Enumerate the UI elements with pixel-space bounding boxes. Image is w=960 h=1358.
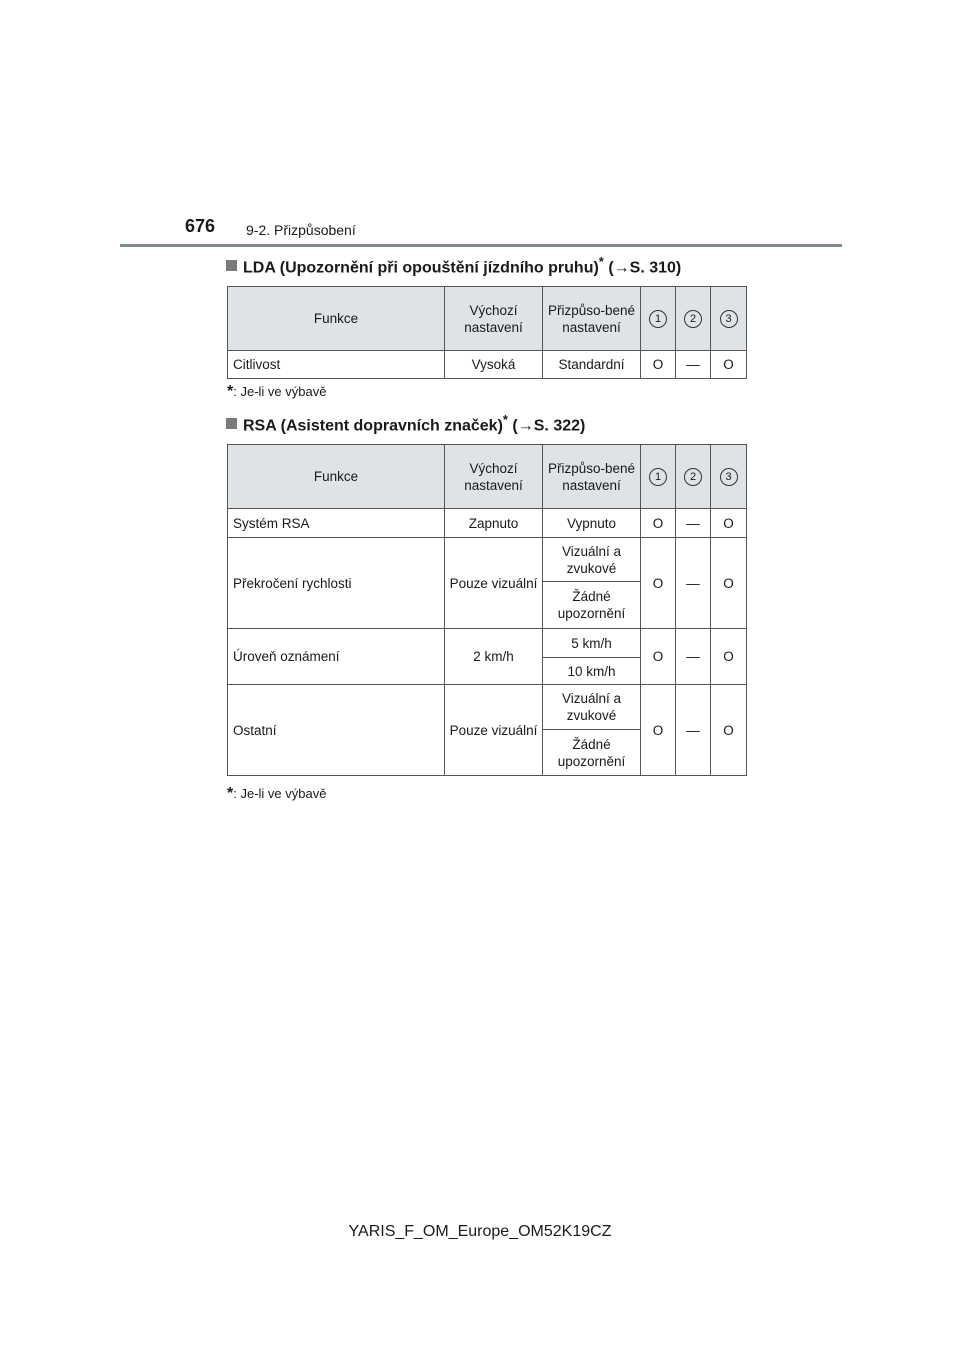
bullet-square-icon [226, 260, 237, 271]
header-rule [120, 244, 842, 247]
cell-vychozi: 2 km/h [445, 629, 543, 685]
cell-1: O [641, 509, 676, 538]
lda-footnote [227, 383, 326, 401]
cell-funkce: Úroveň oznámení [228, 629, 445, 685]
table-row [228, 509, 747, 538]
rsa-heading-star: * [502, 412, 508, 427]
cell-vychozi: Vysoká [445, 351, 543, 379]
bullet-square-icon [226, 418, 237, 429]
cell-3: O [711, 538, 747, 629]
cell-3: O [711, 509, 747, 538]
cell-prizpusobene: Žádné upozornění [543, 582, 641, 629]
rsa-page-ref[interactable]: (→S. 322) [512, 417, 586, 435]
cell-2: — [676, 629, 711, 685]
footnote-star: * [227, 785, 234, 802]
table-header-row [228, 287, 747, 351]
col-funkce: Funkce [228, 287, 445, 351]
lda-heading [226, 254, 681, 277]
cell-3: O [711, 685, 747, 776]
lda-table [227, 286, 747, 379]
cell-prizpusobene: 10 km/h [543, 658, 641, 685]
footnote-text: : Je-li ve výbavě [233, 786, 327, 801]
cell-vychozi: Zapnuto [445, 509, 543, 538]
table-row [228, 629, 747, 658]
cell-funkce: Citlivost [228, 351, 445, 379]
circled-2-icon: 2 [684, 310, 702, 328]
col-1 [641, 287, 676, 351]
circled-3-icon: 3 [720, 468, 738, 486]
col-3 [711, 287, 747, 351]
table-row [228, 538, 747, 582]
col-funkce: Funkce [228, 445, 445, 509]
col-1 [641, 445, 676, 509]
cell-1: O [641, 538, 676, 629]
col-prizpusobene: Přizpůso-bené nastavení [543, 287, 641, 351]
rsa-heading [226, 412, 585, 435]
cell-3: O [711, 629, 747, 685]
cell-3: O [711, 351, 747, 379]
col-prizpusobene: Přizpůso-bené nastavení [543, 445, 641, 509]
cell-prizpusobene: Standardní [543, 351, 641, 379]
cell-vychozi: Pouze vizuální [445, 538, 543, 629]
cell-funkce: Systém RSA [228, 509, 445, 538]
rsa-table [227, 444, 747, 776]
lda-heading-star: * [598, 254, 604, 269]
section-label: 9-2. Přizpůsobení [246, 222, 356, 238]
cell-1: O [641, 629, 676, 685]
circled-3-icon: 3 [720, 310, 738, 328]
cell-funkce: Ostatní [228, 685, 445, 776]
cell-prizpusobene: Vizuální a zvukové [543, 538, 641, 582]
rsa-heading-text: RSA (Asistent dopravních značek) [243, 417, 503, 435]
circled-2-icon: 2 [684, 468, 702, 486]
col-vychozi: Výchozí nastavení [445, 445, 543, 509]
cell-funkce: Překročení rychlosti [228, 538, 445, 629]
table-row [228, 685, 747, 730]
page-number: 676 [185, 216, 216, 236]
cell-vychozi: Pouze vizuální [445, 685, 543, 776]
footer-doc-id: YARIS_F_OM_Europe_OM52K19CZ [348, 1223, 612, 1240]
col-2 [676, 445, 711, 509]
cell-2: — [676, 685, 711, 776]
rsa-footnote [227, 785, 326, 803]
col-2 [676, 287, 711, 351]
lda-heading-text: LDA (Upozornění při opouštění jízdního pruhu) [243, 259, 599, 277]
table-header-row [228, 445, 747, 509]
col-vychozi: Výchozí nastavení [445, 287, 543, 351]
col-3 [711, 445, 747, 509]
table-row [228, 351, 747, 379]
circled-1-icon: 1 [649, 468, 667, 486]
cell-prizpusobene: 5 km/h [543, 629, 641, 658]
cell-2: — [676, 538, 711, 629]
cell-2: — [676, 351, 711, 379]
footnote-text: : Je-li ve výbavě [233, 384, 327, 399]
cell-prizpusobene: Vizuální a zvukové [543, 685, 641, 730]
cell-1: O [641, 351, 676, 379]
cell-prizpusobene: Žádné upozornění [543, 730, 641, 776]
lda-page-ref[interactable]: (→S. 310) [608, 259, 682, 277]
cell-1: O [641, 685, 676, 776]
circled-1-icon: 1 [649, 310, 667, 328]
cell-prizpusobene: Vypnuto [543, 509, 641, 538]
footnote-star: * [227, 383, 234, 400]
cell-2: — [676, 509, 711, 538]
